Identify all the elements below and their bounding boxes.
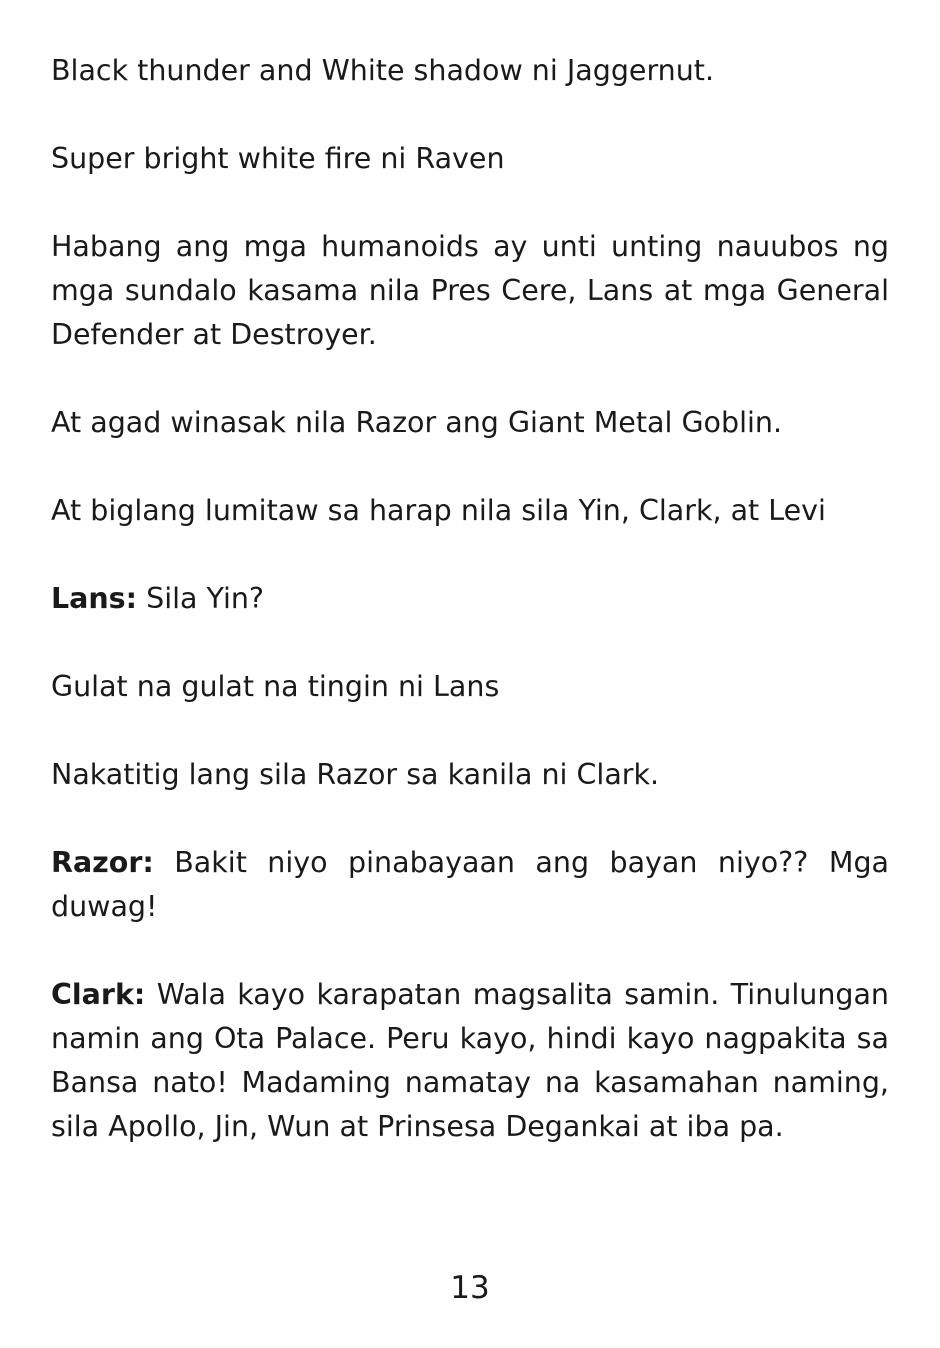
narration-paragraph bbox=[51, 489, 889, 533]
narration-paragraph bbox=[51, 753, 889, 797]
dialogue-text: Wala kayo karapatan magsalita samin. Tinulungan namin ang Ota Palace. Peru kayo, hindi kayo nagpakita sa Bansa nato! Madaming namatay na kasamahan naming, sila Apollo, Jin, Wun at Prinsesa Degankai at iba pa. bbox=[51, 978, 889, 1143]
dialogue-text: Bakit niyo pinabayaan ang bayan niyo?? Mga duwag! bbox=[51, 846, 889, 923]
paragraph-text: Gulat na gulat na tingin ni Lans bbox=[51, 670, 500, 703]
dialogue-paragraph bbox=[51, 577, 889, 621]
paragraph-text: Black thunder and White shadow ni Jaggernut. bbox=[51, 54, 715, 87]
speaker-name: Lans: bbox=[51, 582, 138, 615]
narration-paragraph bbox=[51, 225, 889, 357]
narration-paragraph bbox=[51, 401, 889, 445]
narration-paragraph bbox=[51, 49, 889, 93]
dialogue-text: Sila Yin? bbox=[137, 582, 265, 615]
dialogue-paragraph bbox=[51, 841, 889, 929]
narration-paragraph bbox=[51, 137, 889, 181]
narration-paragraph bbox=[51, 665, 889, 709]
paragraph-text: Habang ang mga humanoids ay unti unting nauubos ng mga sundalo kasama nila Pres Cere, Lans at mga General Defender at Destroyer. bbox=[51, 230, 889, 351]
paragraph-text: At agad winasak nila Razor ang Giant Metal Goblin. bbox=[51, 406, 783, 439]
dialogue-paragraph bbox=[51, 973, 889, 1149]
speaker-name: Razor: bbox=[51, 846, 154, 879]
page-body bbox=[51, 49, 889, 1193]
page-number: 13 bbox=[450, 1270, 490, 1306]
paragraph-text: Super bright white fire ni Raven bbox=[51, 142, 505, 175]
paragraph-text: Nakatitig lang sila Razor sa kanila ni Clark. bbox=[51, 758, 660, 791]
speaker-name: Clark: bbox=[51, 978, 146, 1011]
paragraph-text: At biglang lumitaw sa harap nila sila Yin, Clark, at Levi bbox=[51, 494, 826, 527]
